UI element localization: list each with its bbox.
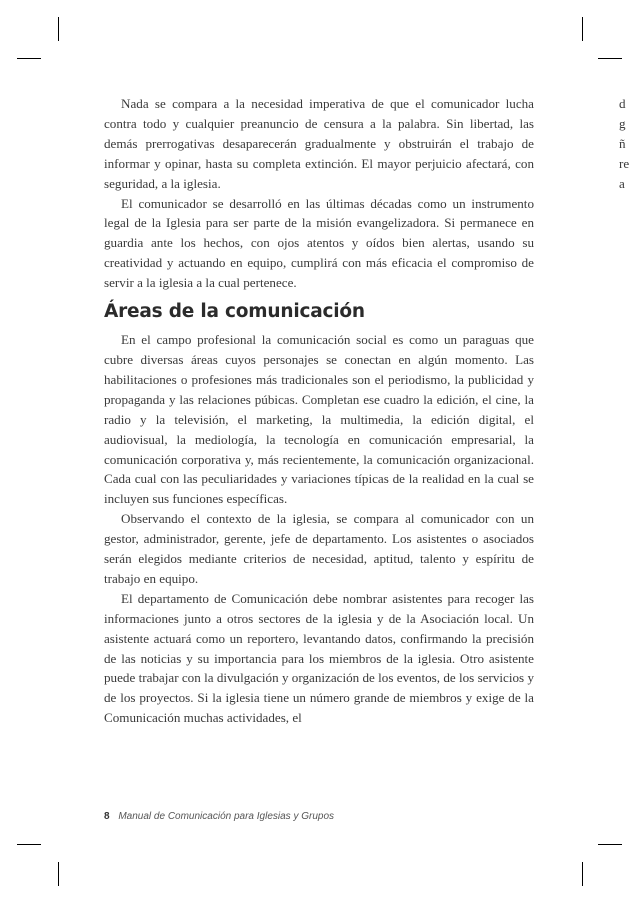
crop-mark bbox=[17, 844, 41, 845]
next-page-bleed bbox=[619, 94, 638, 193]
crop-mark bbox=[582, 862, 583, 886]
paragraph: Nada se compara a la necesidad imperativa de que el comunicador lucha contra todo y cualquier preanuncio de censura a la palabra. Sin libertad, las demás prerrogativas desaparecerán gradualmente y obstruirán el trabajo de informar y opinar, hasta su completa extinción. El mayor perjuicio afectará, con seguridad, a la iglesia. bbox=[104, 96, 534, 191]
text-column bbox=[104, 94, 534, 728]
running-title: Manual de Comunicación para Iglesias y Grupos bbox=[118, 811, 335, 822]
paragraph: El departamento de Comunicación debe nombrar asistentes para recoger las informaciones junto a otros sectores de la iglesia y de la Asociación local. Un asistente actuará como un reportero, levantando datos, confirmando la precisión de las noticias y su importancia para los miembros de la iglesia. Otro asistente puede trabajar con la divulgación y organización de los eventos, de los servicios y de los proyectos. Si la iglesia tiene un número grande de miembros y exige de la Comunicación muchas actividades, el bbox=[104, 590, 534, 726]
crop-mark bbox=[17, 58, 41, 59]
paragraph: En el campo profesional la comunicación social es como un paraguas que cubre diversas áreas cuyos personajes se conectan en algún momento. Las habilitaciones o profesiones más tradicionales son el periodismo, la publicidad y propaganda y las relaciones púbicas. Completan ese cuadro la edición, el cine, la radio y la televisión, el marketing, la multimedia, la edición digital, el audiovisual, la mediología, la tecnología en comunicación empresarial, la comunicación corporativa y, más recientemente, la comunicación organizacional. Cada cual con las peculiaridades y variaciones típicas de la realidad en la cual se incluyen sus funciones específicas. bbox=[104, 332, 534, 507]
paragraph: El comunicador se desarrolló en las últimas décadas como un instrumento legal de la Iglesia para ser parte de la misión evangelizadora. Si permanece en guardia ante los hechos, con ojos atentos y oídos bien alertas, usando su creatividad y actuando en equipo, cumplirá con más eficacia el compromiso de servir a la iglesia a la cual pertenece. bbox=[104, 195, 534, 291]
crop-mark bbox=[58, 17, 59, 41]
bleed-fragment: d bbox=[619, 96, 626, 111]
crop-mark bbox=[58, 862, 59, 886]
bleed-fragment: a bbox=[619, 175, 625, 191]
crop-mark bbox=[582, 17, 583, 41]
crop-mark bbox=[598, 844, 622, 845]
bleed-fragment: ñ bbox=[619, 135, 626, 151]
paragraph: Observando el contexto de la iglesia, se compara al comunicador con un gestor, administrador, gerente, jefe de departamento. Los asistentes o asociados serán elegidos mediante criterios de necesidad, aptitud, talento y espíritu de trabajo en equipo. bbox=[104, 511, 534, 586]
section-heading: Áreas de la comunicación bbox=[104, 301, 365, 323]
bleed-fragment: g bbox=[619, 115, 626, 131]
crop-mark bbox=[598, 58, 622, 59]
page-footer bbox=[104, 811, 334, 822]
bleed-fragment: re bbox=[619, 155, 630, 171]
page-number: 8 bbox=[104, 811, 110, 822]
